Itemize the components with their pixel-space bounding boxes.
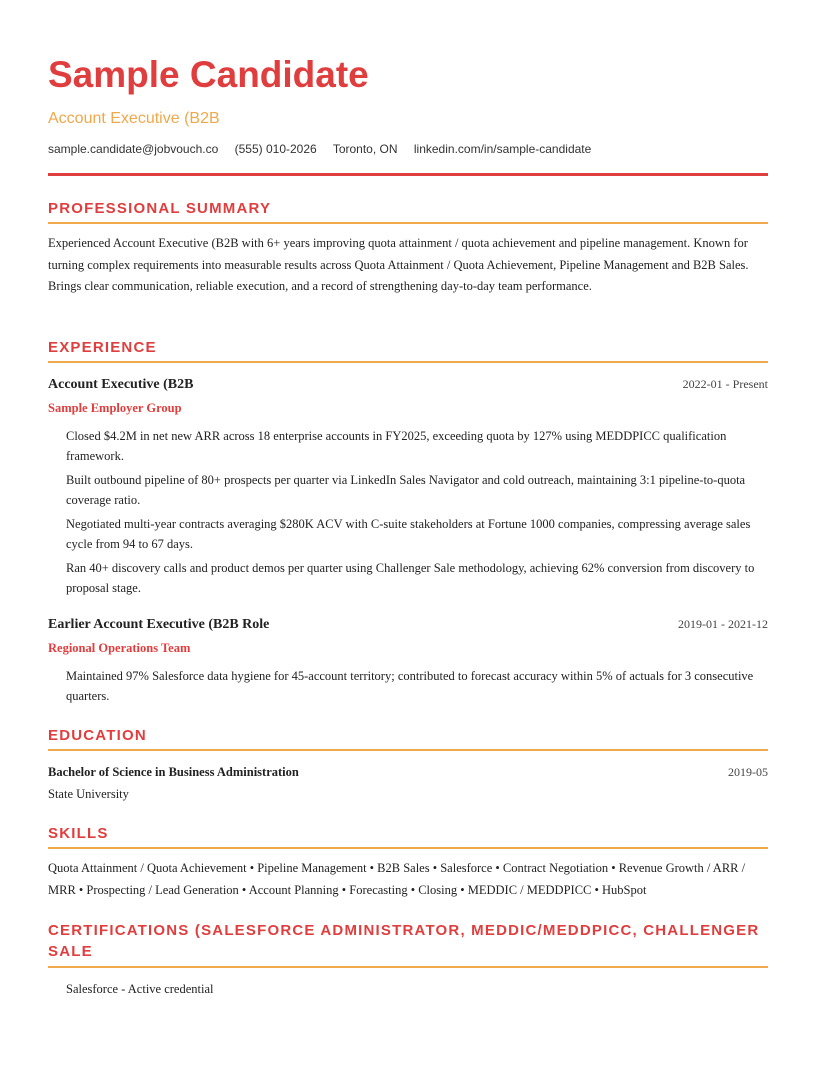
education-heading: EDUCATION xyxy=(48,727,147,744)
contact-linkedin: linkedin.com/in/sample-candidate xyxy=(413,142,592,156)
job-dates: 2022-01 - Present xyxy=(682,377,768,391)
candidate-name: Sample Candidate xyxy=(48,54,369,95)
job-title: Account Executive (B2B xyxy=(48,377,194,392)
job-bullet: Maintained 97% Salesforce data hygiene for 45-account territory; contributed to forecast accuracy within 5% of actuals for 3 consecutive quarters. xyxy=(66,669,754,703)
job-dates: 2019-01 - 2021-12 xyxy=(678,617,768,631)
certification-item: Salesforce - Active credential xyxy=(66,982,214,996)
contact-line xyxy=(48,141,604,157)
job-bullet: Built outbound pipeline of 80+ prospects per quarter via LinkedIn Sales Navigator and cold outreach, maintaining 3:1 pipeline-to-quota coverage ratio. xyxy=(66,473,746,507)
job-bullet: Ran 40+ discovery calls and product demos per quarter using Challenger Sale methodology, achieving 62% conversion from discovery to proposal stage. xyxy=(66,561,755,595)
summary-text: Experienced Account Executive (B2B with 6+ years improving quota attainment / quota achievement and pipeline management. Known for turning complex requirements into measurable results across Quota Attainment / Quota Achievement, Pipeline Management and B2B Sales. Brings clear communication, reliable execution, and a record of strengthening day-to-day team performance. xyxy=(48,236,749,293)
experience-divider xyxy=(48,361,768,363)
education-date: 2019-05 xyxy=(728,765,768,779)
job-bullets xyxy=(66,426,768,602)
skills-text: Quota Attainment / Quota Achievement • Pipeline Management • B2B Sales • Salesforce • Contract Negotiation • Revenue Growth / ARR / MRR • Prospecting / Lead Generation • Account Planning • Forecasting • Closing • MEDDIC / MEDDPICC • HubSpot xyxy=(48,861,746,897)
summary-divider xyxy=(48,222,768,224)
job-bullet: Closed $4.2M in net new ARR across 18 enterprise accounts in FY2025, exceeding quota by 127% using MEDDPICC qualification framework. xyxy=(66,429,727,463)
job-bullets xyxy=(66,666,768,710)
summary-heading: PROFESSIONAL SUMMARY xyxy=(48,200,272,217)
experience-heading: EXPERIENCE xyxy=(48,339,157,356)
education-school: State University xyxy=(48,787,129,801)
header-divider xyxy=(48,173,768,176)
education-divider xyxy=(48,749,768,751)
contact-email: sample.candidate@jobvouch.co xyxy=(48,142,219,156)
certifications-heading: CERTIFICATIONS (SALESFORCE ADMINISTRATOR, MEDDIC/MEDDPICC, CHALLENGER SALE xyxy=(48,922,760,960)
education-degree: Bachelor of Science in Business Administration xyxy=(48,765,299,779)
skills-heading: SKILLS xyxy=(48,825,109,842)
skills-divider xyxy=(48,847,768,849)
job-bullet: Negotiated multi-year contracts averaging $280K ACV with C-suite stakeholders at Fortune 1000 companies, compressing average sales cycle from 94 to 67 days. xyxy=(66,517,751,551)
job-employer: Regional Operations Team xyxy=(48,641,191,655)
contact-phone: (555) 010-2026 xyxy=(234,142,317,156)
certification-list xyxy=(66,979,768,1003)
job-title: Earlier Account Executive (B2B Role xyxy=(48,617,270,632)
certifications-divider xyxy=(48,966,768,968)
candidate-headline: Account Executive (B2B xyxy=(48,110,220,127)
contact-location: Toronto, ON xyxy=(332,142,398,156)
job-employer: Sample Employer Group xyxy=(48,401,182,415)
